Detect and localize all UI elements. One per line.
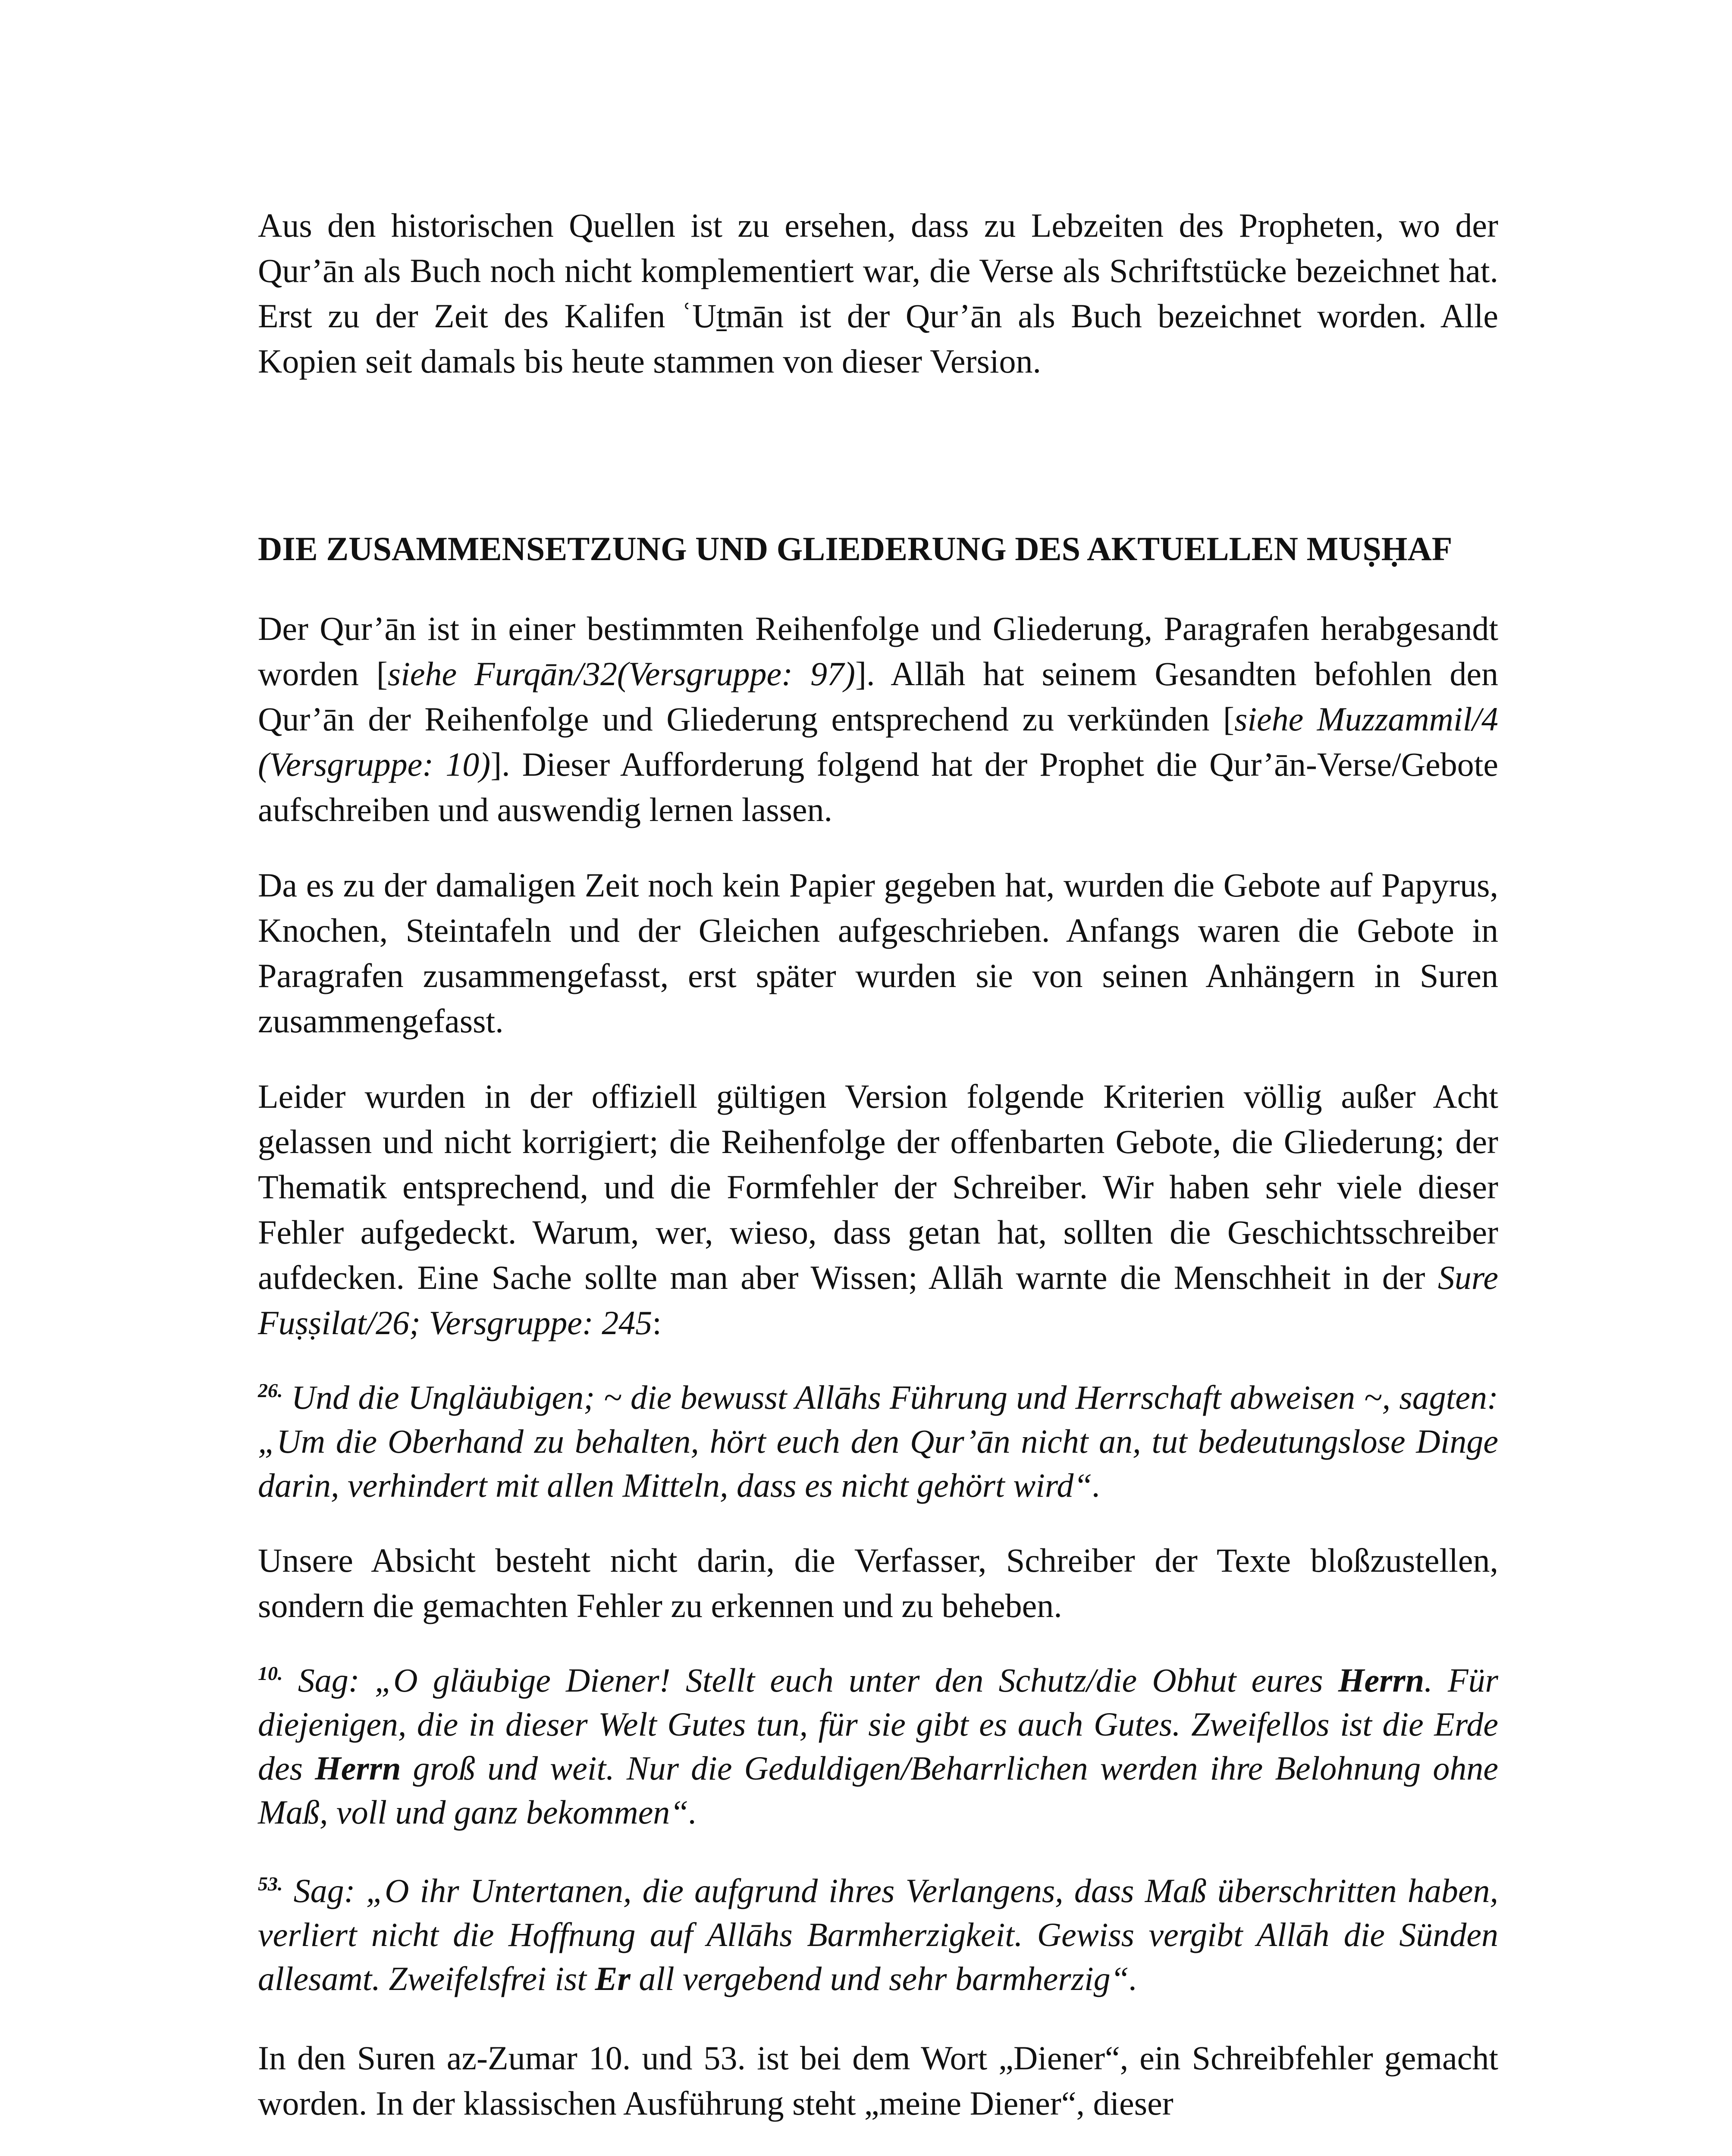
text-run: ]. Dieser Aufforderung folgend hat der Prophet die Qur’ān-Verse/Gebote aufschreiben und auswendig lernen lassen. xyxy=(258,746,1498,828)
paragraph-order-and-structure xyxy=(258,606,1498,832)
verse-number: 26. xyxy=(258,1379,283,1401)
section-heading: DIE ZUSAMMENSETZUNG UND GLIEDERUNG DES AKTUELLEN MUṢḤAF xyxy=(258,530,1453,567)
page-body xyxy=(258,203,1498,2126)
verse-text: groß und weit. Nur die Geduldigen/Beharrlichen werden ihre Belohnung ohne Maß, voll und ganz bekommen“. xyxy=(258,1749,1498,1831)
paragraph-historical-sources: Aus den historischen Quellen ist zu ersehen, dass zu Lebzeiten des Propheten, wo der Qur’ān als Buch noch nicht komplementiert war, die Verse als Schriftstücke bezeichnet hat. Erst zu der Zeit des Kalifen ʿUṯmān ist der Qur’ān als Buch bezeichnet worden. Alle Kopien seit damals bis heute stammen von dieser Version. xyxy=(258,207,1498,380)
text-run: ]. Allāh hat seinem Gesandten befohlen den Qur’ān der Reihenfolge und Gliederung entsprechend zu verkünden [ xyxy=(258,655,1498,738)
paragraph-criteria-ignored xyxy=(258,1074,1498,1345)
verse-26 xyxy=(258,1376,1498,1507)
paragraph-intention: Unsere Absicht besteht nicht darin, die Verfasser, Schreiber der Texte bloßzustellen, sondern die gemachten Fehler zu erkennen und zu beheben. xyxy=(258,1542,1498,1624)
reference-fussilat: Sure Fuṣṣilat/26; Versgruppe: 245 xyxy=(258,1259,1498,1341)
paragraph-writing-materials: Da es zu der damaligen Zeit noch kein Papier gegeben hat, wurden die Gebote auf Papyrus, Knochen, Steintafeln und der Gleichen aufgeschrieben. Anfangs waren die Gebote in Paragrafen zusammengefasst, erst später wurden sie von seinen Anhängern in Suren zusammengefasst. xyxy=(258,866,1498,1040)
verse-text: . Für diejenigen, die in dieser Welt Gutes tun, für sie gibt es auch Gutes. Zweifellos ist die Erde des xyxy=(258,1661,1499,1787)
reference-muzzammil: siehe Muzzammil/4 (Versgruppe: 10) xyxy=(258,700,1499,783)
verse-emphasis: Er xyxy=(595,1960,631,1997)
verse-number: 10. xyxy=(258,1662,283,1684)
verse-emphasis: Herrn xyxy=(315,1749,401,1787)
text-run: Leider wurden in der offiziell gültigen Version folgende Kriterien völlig außer Acht gelassen und nicht korrigiert; die Reihenfolge der offenbarten Gebote, die Gliederung; der Thematik entsprechend, und die Formfehler der Schreiber. Wir haben sehr viele dieser Fehler aufgedeckt. Warum, wer, wieso, dass getan hat, sollten die Geschichtsschreiber aufdecken. Eine Sache sollte man aber Wissen; Allāh warnte die Menschheit in der xyxy=(258,1078,1498,1296)
verse-emphasis: Herrn xyxy=(1338,1661,1425,1699)
text-run: : xyxy=(652,1304,662,1341)
verse-text: all vergebend und sehr barmherzig“. xyxy=(630,1960,1138,1997)
verse-number: 53. xyxy=(258,1873,283,1895)
text-run: Der Qur’ān ist in einer bestimmten Reihenfolge und Gliederung, Paragrafen herabgesandt worden [ xyxy=(258,610,1498,693)
verse-text: Sag: „O gläubige Diener! Stellt euch unter den Schutz/die Obhut eures xyxy=(282,1661,1338,1699)
verse-text: Und die Ungläubigen; ~ die bewusst Allāhs Führung und Herrschaft abweisen ~, sagten: „Um die Oberhand zu behalten, hört euch den Qur’ān nicht an, tut bedeutungslose Dinge darin, verhindert mit allen Mitteln, dass es nicht gehört wird“. xyxy=(258,1379,1498,1504)
verse-10 xyxy=(258,1658,1498,1834)
reference-furqan: siehe Furqān/32(Versgruppe: 97) xyxy=(387,655,855,693)
verse-53 xyxy=(258,1869,1498,2001)
verse-text: Sag: „O ihr Untertanen, die aufgrund ihres Verlangens, dass Maß überschritten haben, verliert nicht die Hoffnung auf Allāhs Barmherzigkeit. Gewiss vergibt Allāh die Sünden allesamt. Zweifelsfrei ist xyxy=(258,1872,1498,1997)
paragraph-writing-error: In den Suren az-Zumar 10. und 53. ist bei dem Wort „Diener“, ein Schreibfehler gemacht worden. In der klassischen Ausführung steht „meine Diener“, dieser xyxy=(258,2039,1498,2122)
